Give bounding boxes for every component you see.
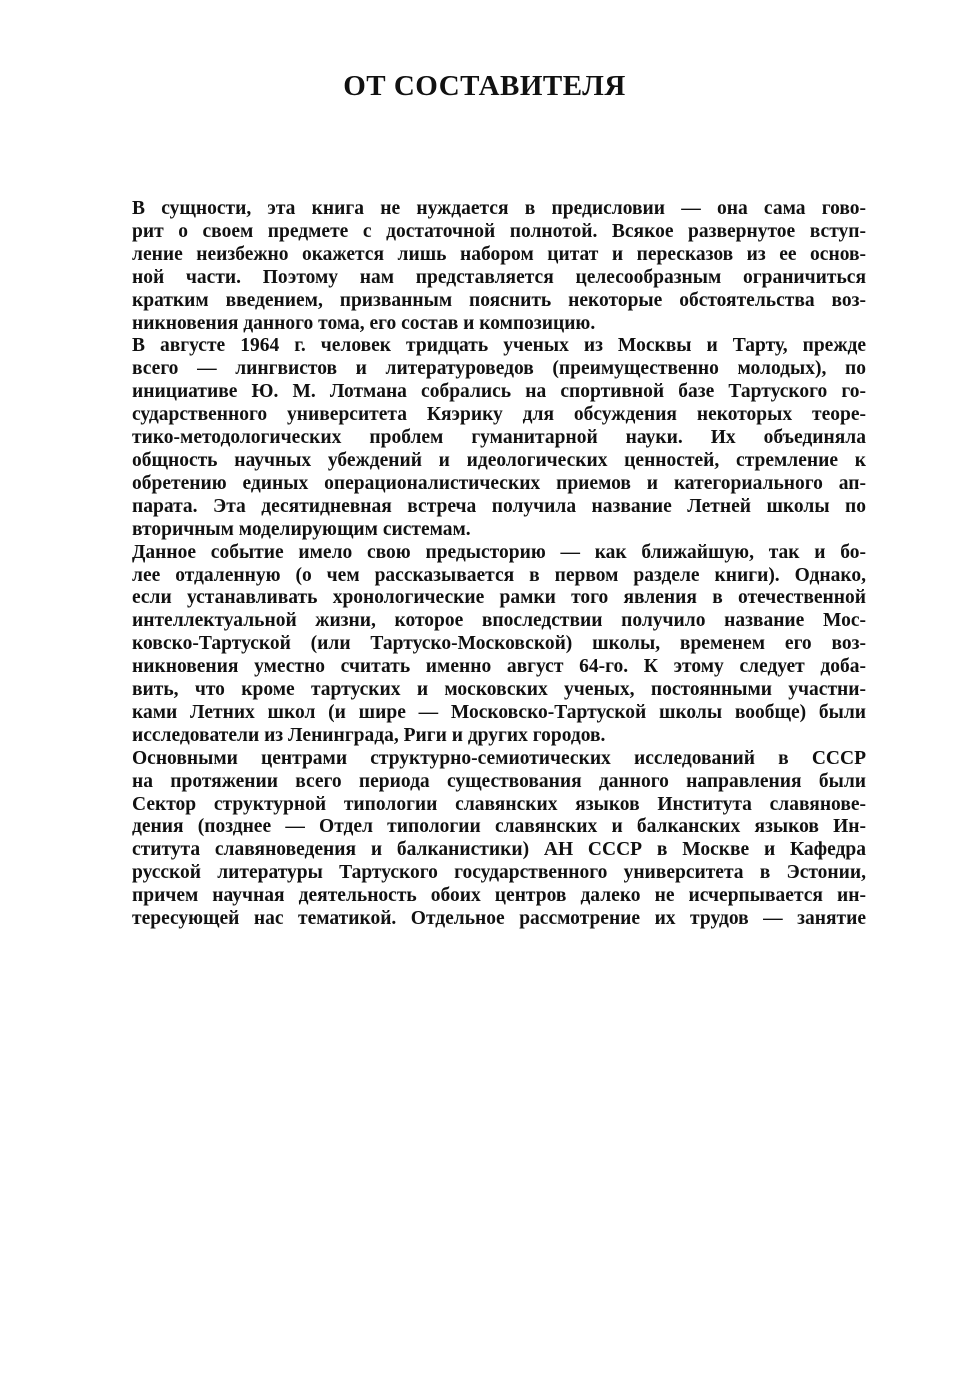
text-line: никновения данного тома, его состав и композицию. — [132, 312, 596, 334]
text-line: исследователи из Ленинграда, Риги и других городов. — [132, 724, 606, 746]
text-line: сударственного университета Кяэрику для обсуждения некоторых теоре- — [132, 404, 866, 426]
text-line: ками Летних школ (и шире — Московско-Тартуской школы вообще) были — [132, 701, 866, 723]
paragraph — [104, 198, 866, 335]
text-line: ление неизбежно окажется лишь набором цитат и пересказов из ее основ- — [132, 243, 866, 265]
text-line: вторичным моделирующим системам. — [132, 518, 471, 540]
paragraph — [104, 748, 866, 931]
text-line: В августе 1964 г. человек тридцать ученых из Москвы и Тарту, прежде — [132, 335, 866, 357]
text-line: никновения уместно считать именно август 64-го. К этому следует доба- — [132, 656, 866, 678]
page-title: ОТ СОСТАВИТЕЛЯ — [343, 70, 626, 102]
text-line: дения (позднее — Отдел типологии славянских и балканских языков Ин- — [132, 816, 866, 838]
text-line: обретению единых операционалистических приемов и категориального ап- — [132, 472, 866, 494]
paragraph — [104, 542, 866, 748]
text-line: интеллектуальной жизни, которое впоследствии получило название Мос- — [132, 610, 866, 632]
text-line: тико-методологических проблем гуманитарной науки. Их объединяла — [132, 427, 866, 449]
text-line: Данное событие имело свою предысторию — как ближайшую, так и бо- — [132, 541, 866, 563]
body-text — [104, 198, 866, 931]
text-line: всего — лингвистов и литературоведов (преимущественно молодых), по — [132, 358, 866, 380]
text-line: ковско-Тартуской (или Тартуско-Московской) школы, временем его воз- — [132, 633, 866, 655]
text-line: В сущности, эта книга не нуждается в предисловии — она сама гово- — [132, 198, 866, 219]
text-line: тересующей нас тематикой. Отдельное рассмотрение их трудов — занятие — [132, 908, 866, 930]
text-line: на протяжении всего периода существования данного направления были — [132, 770, 866, 792]
text-line: парата. Эта десятидневная встреча получила название Летней школы по — [132, 495, 866, 517]
text-line: причем научная деятельность обоих центров далеко не исчерпывается ин- — [132, 885, 866, 907]
text-line: общность научных убеждений и идеологических ценностей, стремление к — [132, 449, 866, 471]
text-line: рит о своем предмете с достаточной полнотой. Всякое развернутое вступ- — [132, 220, 866, 242]
text-line: Основными центрами структурно-семиотических исследований в СССР — [132, 747, 866, 769]
text-line: ной части. Поэтому нам представляется целесообразным ограничиться — [132, 266, 866, 288]
text-line: ститута славяноведения и балканистики) АН СССР в Москве и Кафедра — [132, 839, 866, 861]
text-line: лее отдаленную (о чем рассказывается в первом разделе книги). Однако, — [132, 564, 866, 586]
text-line: кратким введением, призванным пояснить некоторые обстоятельства воз- — [132, 289, 866, 311]
text-line: русской литературы Тартуского государственного университета в Эстонии, — [132, 862, 866, 884]
text-line: если устанавливать хронологические рамки того явления в отечественной — [132, 587, 866, 609]
text-line: Сектор структурной типологии славянских языков Института славянове- — [132, 793, 866, 815]
paragraph — [104, 335, 866, 541]
text-line: инициативе Ю. М. Лотмана собрались на спортивной базе Тартуского го- — [132, 381, 866, 403]
text-line: вить, что кроме тартуских и московских ученых, постоянными участни- — [132, 679, 866, 701]
